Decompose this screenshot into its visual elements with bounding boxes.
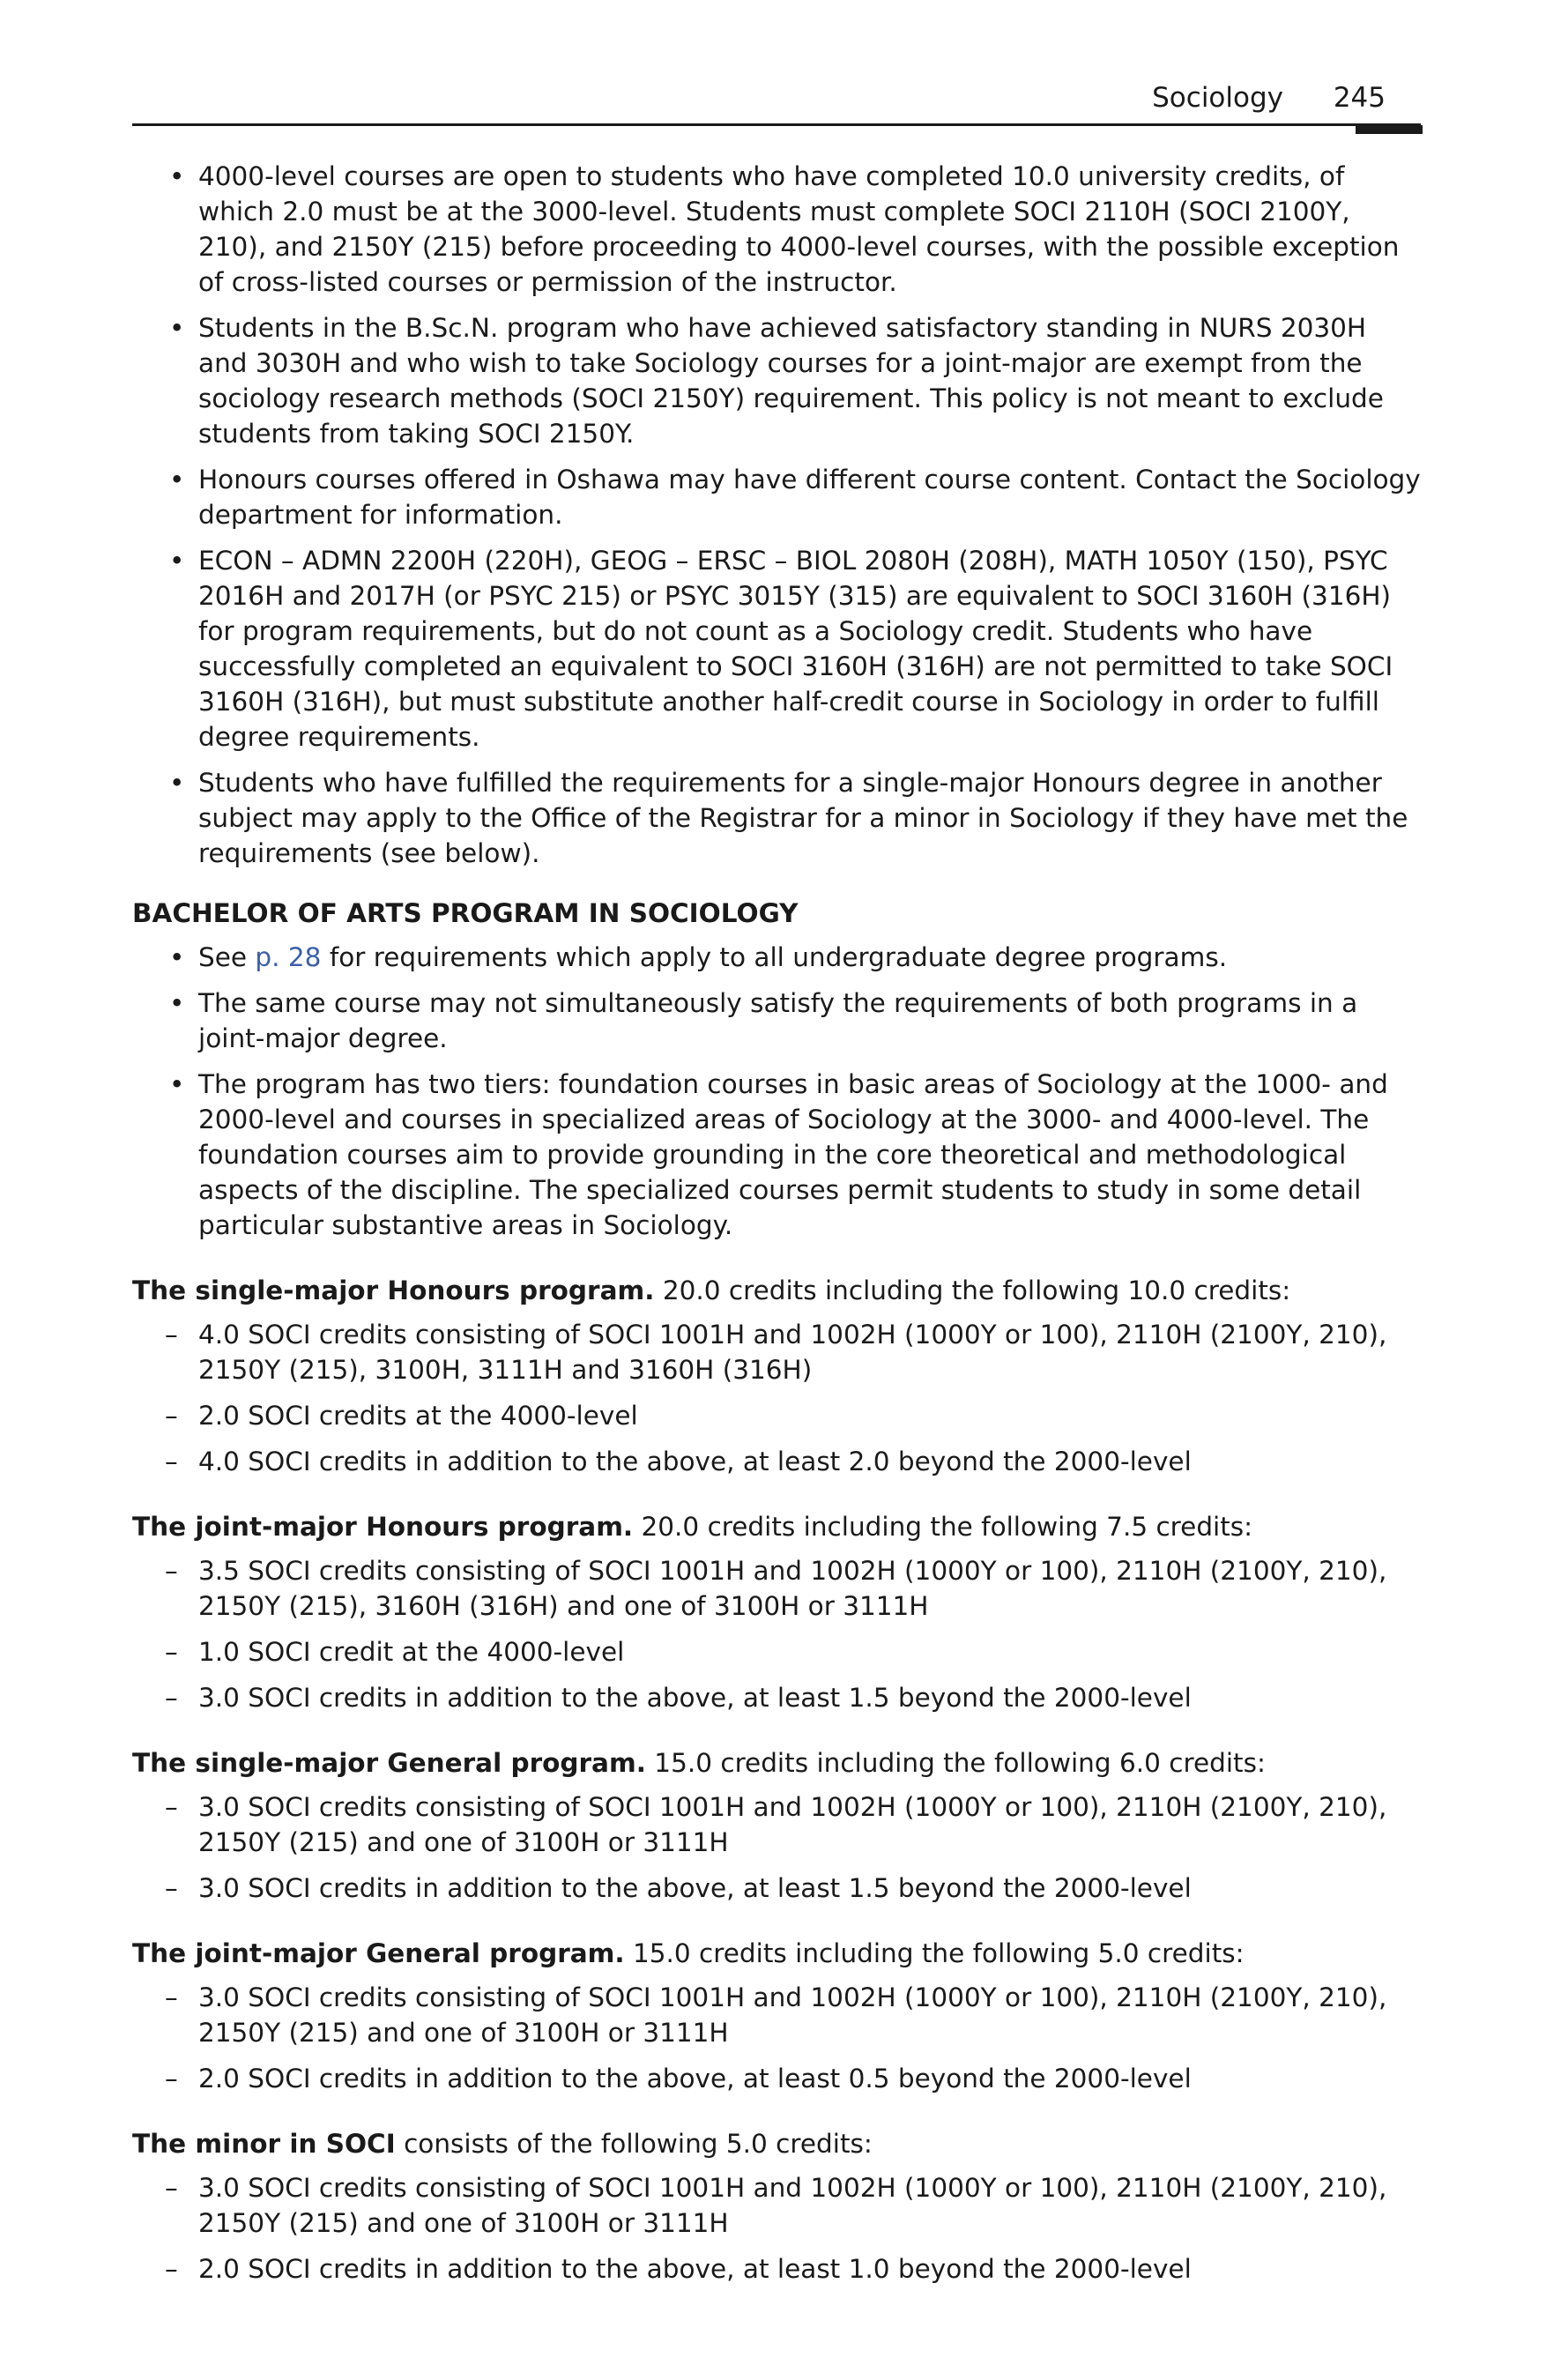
requirement-list xyxy=(132,1980,1421,2096)
program-minor xyxy=(132,2126,1421,2161)
program-single-major-general xyxy=(132,1745,1421,1781)
list-item: – 4.0 SOCI credits consisting of SOCI 1001H and 1002H (1000Y or 100), 2110H (2100Y, 210), 2150Y (215), 3100H, 3111H and 3160H (316H) xyxy=(132,1317,1421,1387)
program-joint-major-general xyxy=(132,1936,1421,1971)
running-head xyxy=(132,78,1421,126)
program-joint-major-honours xyxy=(132,1509,1421,1544)
running-head-bar xyxy=(1356,125,1423,134)
list-item: • The same course may not simultaneously satisfy the requirements of both programs in a joint-major degree. xyxy=(132,985,1421,1056)
list-item: – 3.0 SOCI credits in addition to the above, at least 1.5 beyond the 2000-level xyxy=(132,1871,1421,1906)
section-heading: BACHELOR OF ARTS PROGRAM IN SOCIOLOGY xyxy=(132,898,799,928)
list-item-text: See xyxy=(198,942,256,972)
page-link[interactable]: p. 28 xyxy=(255,942,322,972)
page-content xyxy=(132,159,1421,2297)
list-item: • The program has two tiers: foundation courses in basic areas of Sociology at the 1000- and 2000-level and courses in specialized areas of Sociology at the 3000- and 4000-level. The foundation courses aim to provide grounding in the core theoretical and methodological aspects of the discipline. The specialized courses permit students to study in some detail particular substantive areas in Sociology. xyxy=(132,1067,1421,1243)
list-item: – 1.0 SOCI credit at the 4000-level xyxy=(132,1634,1421,1670)
program-description: consists of the following 5.0 credits: xyxy=(395,2129,873,2159)
page-number: 245 xyxy=(1333,82,1386,114)
list-item: – 3.0 SOCI credits consisting of SOCI 1001H and 1002H (1000Y or 100), 2110H (2100Y, 210), 2150Y (215) and one of 3100H or 3111H xyxy=(132,1789,1421,1860)
list-item xyxy=(132,940,1421,975)
requirement-list xyxy=(132,1317,1421,1479)
program-title: The joint-major Honours program. xyxy=(132,1512,634,1542)
program-title: The joint-major General program. xyxy=(132,1938,625,1968)
program-description: 20.0 credits including the following 10.0 credits: xyxy=(654,1276,1291,1305)
list-item: • Students who have fulfilled the requirements for a single-major Honours degree in another subject may apply to the Office of the Registrar for a minor in Sociology if they have met the requirements (see below). xyxy=(132,765,1421,871)
list-item: – 2.0 SOCI credits at the 4000-level xyxy=(132,1398,1421,1433)
ba-bullet-list xyxy=(132,940,1421,1243)
requirement-list xyxy=(132,1553,1421,1715)
program-description: 15.0 credits including the following 6.0 credits: xyxy=(645,1748,1266,1778)
list-item: • Students in the B.Sc.N. program who have achieved satisfactory standing in NURS 2030H and 3030H and who wish to take Sociology courses for a joint-major are exempt from the sociology research methods (SOCI 2150Y) requirement. This policy is not meant to exclude students from taking SOCI 2150Y. xyxy=(132,310,1421,451)
list-item: – 3.5 SOCI credits consisting of SOCI 1001H and 1002H (1000Y or 100), 2110H (2100Y, 210), 2150Y (215), 3160H (316H) and one of 3100H or 3111H xyxy=(132,1553,1421,1624)
program-title: The minor in SOCI xyxy=(132,2129,396,2159)
intro-bullet-list xyxy=(132,159,1421,871)
program-description: 15.0 credits including the following 5.0 credits: xyxy=(624,1938,1245,1968)
program-title: The single-major General program. xyxy=(132,1748,646,1778)
program-title: The single-major Honours program. xyxy=(132,1276,655,1305)
running-head-title: Sociology xyxy=(1152,82,1283,114)
list-item: – 2.0 SOCI credits in addition to the above, at least 1.0 beyond the 2000-level xyxy=(132,2251,1421,2287)
list-item-text: for requirements which apply to all undergraduate degree programs. xyxy=(321,942,1228,972)
program-description: 20.0 credits including the following 7.5 credits: xyxy=(633,1512,1253,1542)
requirement-list xyxy=(132,2170,1421,2287)
list-item: – 2.0 SOCI credits in addition to the above, at least 0.5 beyond the 2000-level xyxy=(132,2061,1421,2096)
list-item: – 3.0 SOCI credits consisting of SOCI 1001H and 1002H (1000Y or 100), 2110H (2100Y, 210), 2150Y (215) and one of 3100H or 3111H xyxy=(132,2170,1421,2241)
list-item: • ECON – ADMN 2200H (220H), GEOG – ERSC – BIOL 2080H (208H), MATH 1050Y (150), PSYC 2016H and 2017H (or PSYC 215) or PSYC 3015Y (315) are equivalent to SOCI 3160H (316H) for program requirements, but do not count as a Sociology credit. Students who have successfully completed an equivalent to SOCI 3160H (316H) are not permitted to take SOCI 3160H (316H), but must substitute another half-credit course in Sociology in order to fulfill degree requirements. xyxy=(132,543,1421,755)
list-item: – 4.0 SOCI credits in addition to the above, at least 2.0 beyond the 2000-level xyxy=(132,1444,1421,1479)
requirement-list xyxy=(132,1789,1421,1906)
list-item: • 4000-level courses are open to students who have completed 10.0 university credits, of which 2.0 must be at the 3000-level. Students must complete SOCI 2110H (SOCI 2100Y, 210), and 2150Y (215) before proceeding to 4000-level courses, with the possible exception of cross-listed courses or permission of the instructor. xyxy=(132,159,1421,300)
program-single-major-honours xyxy=(132,1273,1421,1308)
list-item: – 3.0 SOCI credits consisting of SOCI 1001H and 1002H (1000Y or 100), 2110H (2100Y, 210), 2150Y (215) and one of 3100H or 3111H xyxy=(132,1980,1421,2050)
list-item: – 3.0 SOCI credits in addition to the above, at least 1.5 beyond the 2000-level xyxy=(132,1680,1421,1715)
list-item: • Honours courses offered in Oshawa may have different course content. Contact the Sociology department for information. xyxy=(132,462,1421,532)
